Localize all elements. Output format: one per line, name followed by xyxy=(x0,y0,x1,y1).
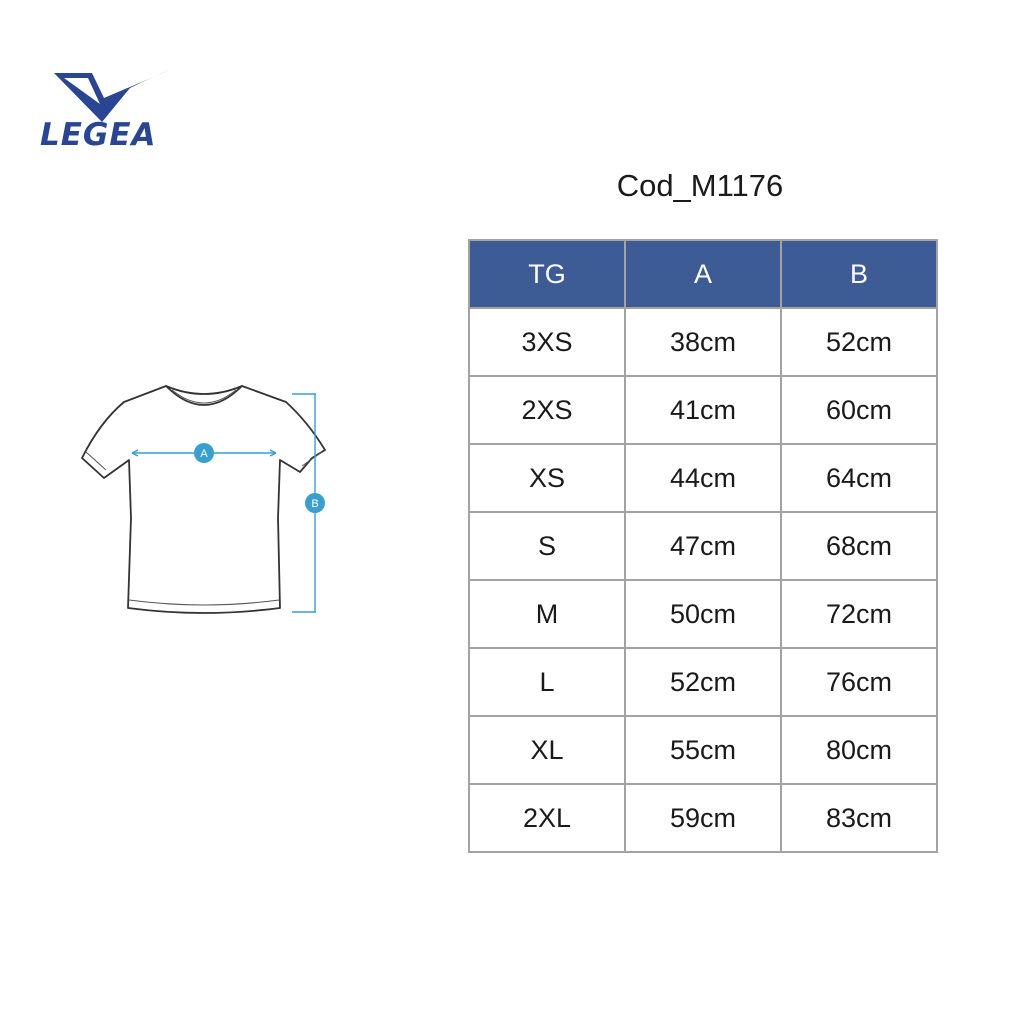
measure-b-label: B xyxy=(311,498,319,510)
size-chart-table xyxy=(468,239,938,853)
measure-a-cell: 59cm xyxy=(625,784,781,852)
column-header-size: TG xyxy=(469,240,625,308)
table-row xyxy=(469,376,937,444)
measure-a-cell: 55cm xyxy=(625,716,781,784)
logo-swoosh-icon xyxy=(40,66,185,122)
table-row xyxy=(469,308,937,376)
measure-a-cell: 47cm xyxy=(625,512,781,580)
column-header-b: B xyxy=(781,240,937,308)
size-cell: 2XS xyxy=(469,376,625,444)
size-cell: XS xyxy=(469,444,625,512)
measure-b-cell: 72cm xyxy=(781,580,937,648)
size-cell: S xyxy=(469,512,625,580)
measure-b-cell: 60cm xyxy=(781,376,937,444)
table-header-row xyxy=(469,240,937,308)
product-code-title: Cod_M1176 xyxy=(616,168,784,203)
size-cell: L xyxy=(469,648,625,716)
table-row xyxy=(469,716,937,784)
column-header-a: A xyxy=(625,240,781,308)
measure-b-cell: 76cm xyxy=(781,648,937,716)
tshirt-outline xyxy=(82,386,325,613)
table-row xyxy=(469,784,937,852)
measure-a-cell: 41cm xyxy=(625,376,781,444)
measure-b-cell: 64cm xyxy=(781,444,937,512)
size-cell: 3XS xyxy=(469,308,625,376)
table-row xyxy=(469,580,937,648)
measure-a-cell: 38cm xyxy=(625,308,781,376)
measure-a-cell: 44cm xyxy=(625,444,781,512)
tshirt-measurement-diagram xyxy=(78,378,334,622)
size-cell: M xyxy=(469,580,625,648)
table-row xyxy=(469,512,937,580)
measure-a-label: A xyxy=(200,448,208,460)
table-row xyxy=(469,444,937,512)
brand-wordmark: LEGEA xyxy=(40,117,157,153)
measure-a-cell: 50cm xyxy=(625,580,781,648)
size-cell: 2XL xyxy=(469,784,625,852)
measure-b-cell: 83cm xyxy=(781,784,937,852)
brand-logo xyxy=(40,66,185,158)
measure-b-cell: 52cm xyxy=(781,308,937,376)
measure-b-cell: 80cm xyxy=(781,716,937,784)
table-row xyxy=(469,648,937,716)
size-cell: XL xyxy=(469,716,625,784)
measure-b-cell: 68cm xyxy=(781,512,937,580)
measure-a-cell: 52cm xyxy=(625,648,781,716)
